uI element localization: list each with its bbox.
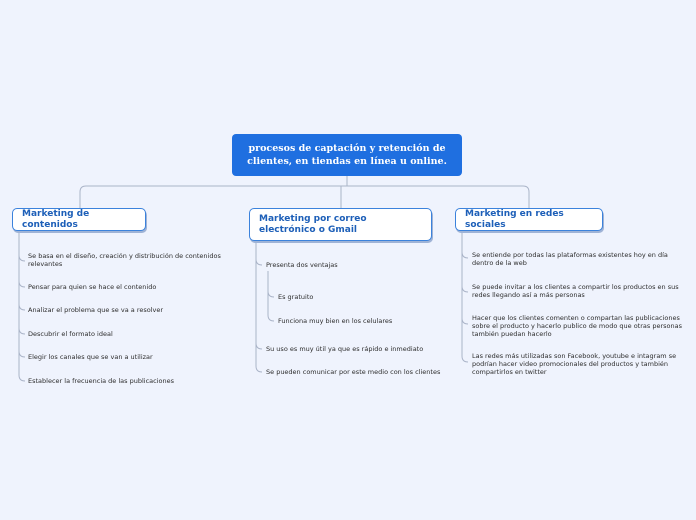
subtopic[interactable]: Presenta dos ventajas — [266, 261, 338, 269]
topic-marketing-en-redes-sociales[interactable]: Marketing en redes sociales — [455, 208, 603, 231]
subtopic-child[interactable]: Es gratuito — [278, 293, 314, 301]
subtopic[interactable]: Establecer la frecuencia de las publicaciones — [28, 377, 175, 385]
topic-marketing-de-contenidos[interactable]: Marketing de contenidos — [12, 208, 146, 231]
subtopic[interactable]: Se entiende por todas las plataformas existentes hoy en día dentro de la web — [472, 251, 668, 267]
subtopic[interactable]: Descubrir el formato ideal — [28, 330, 113, 338]
subtopic[interactable]: Elegir los canales que se van a utilizar — [28, 353, 153, 361]
subtopic[interactable]: Su uso es muy útil ya que es rápido e inmediato — [266, 345, 424, 353]
subtopic[interactable]: Hacer que los clientes comenten o compartan las publicaciones sobre el producto y hacerlo publico de modo que otras personas también puedan hacerlo — [472, 314, 682, 338]
topic-marketing-por-correo[interactable]: Marketing por correo electrónico o Gmail — [249, 208, 432, 241]
subtopic[interactable]: Las redes más utilizadas son Facebook, youtube e intagram se podrían hacer video promocionales del productos y también compartirlos en twitter — [472, 352, 677, 376]
subtopic[interactable]: Analizar el problema que se va a resolver — [28, 306, 164, 314]
subtopic[interactable]: Se pueden comunicar por este medio con los clientes — [266, 368, 441, 376]
subtopic-child[interactable]: Funciona muy bien en los celulares — [278, 317, 393, 325]
central-topic[interactable]: procesos de captación y retención de clientes, en tiendas en línea u online. — [232, 134, 462, 176]
subtopic[interactable]: Se basa en el diseño, creación y distribución de contenidos relevantes — [28, 252, 221, 268]
subtopic[interactable]: Pensar para quien se hace el contenido — [28, 283, 157, 291]
subtopic[interactable]: Se puede invitar a los clientes a compartir los productos en sus redes llegando así a más personas — [472, 283, 679, 299]
